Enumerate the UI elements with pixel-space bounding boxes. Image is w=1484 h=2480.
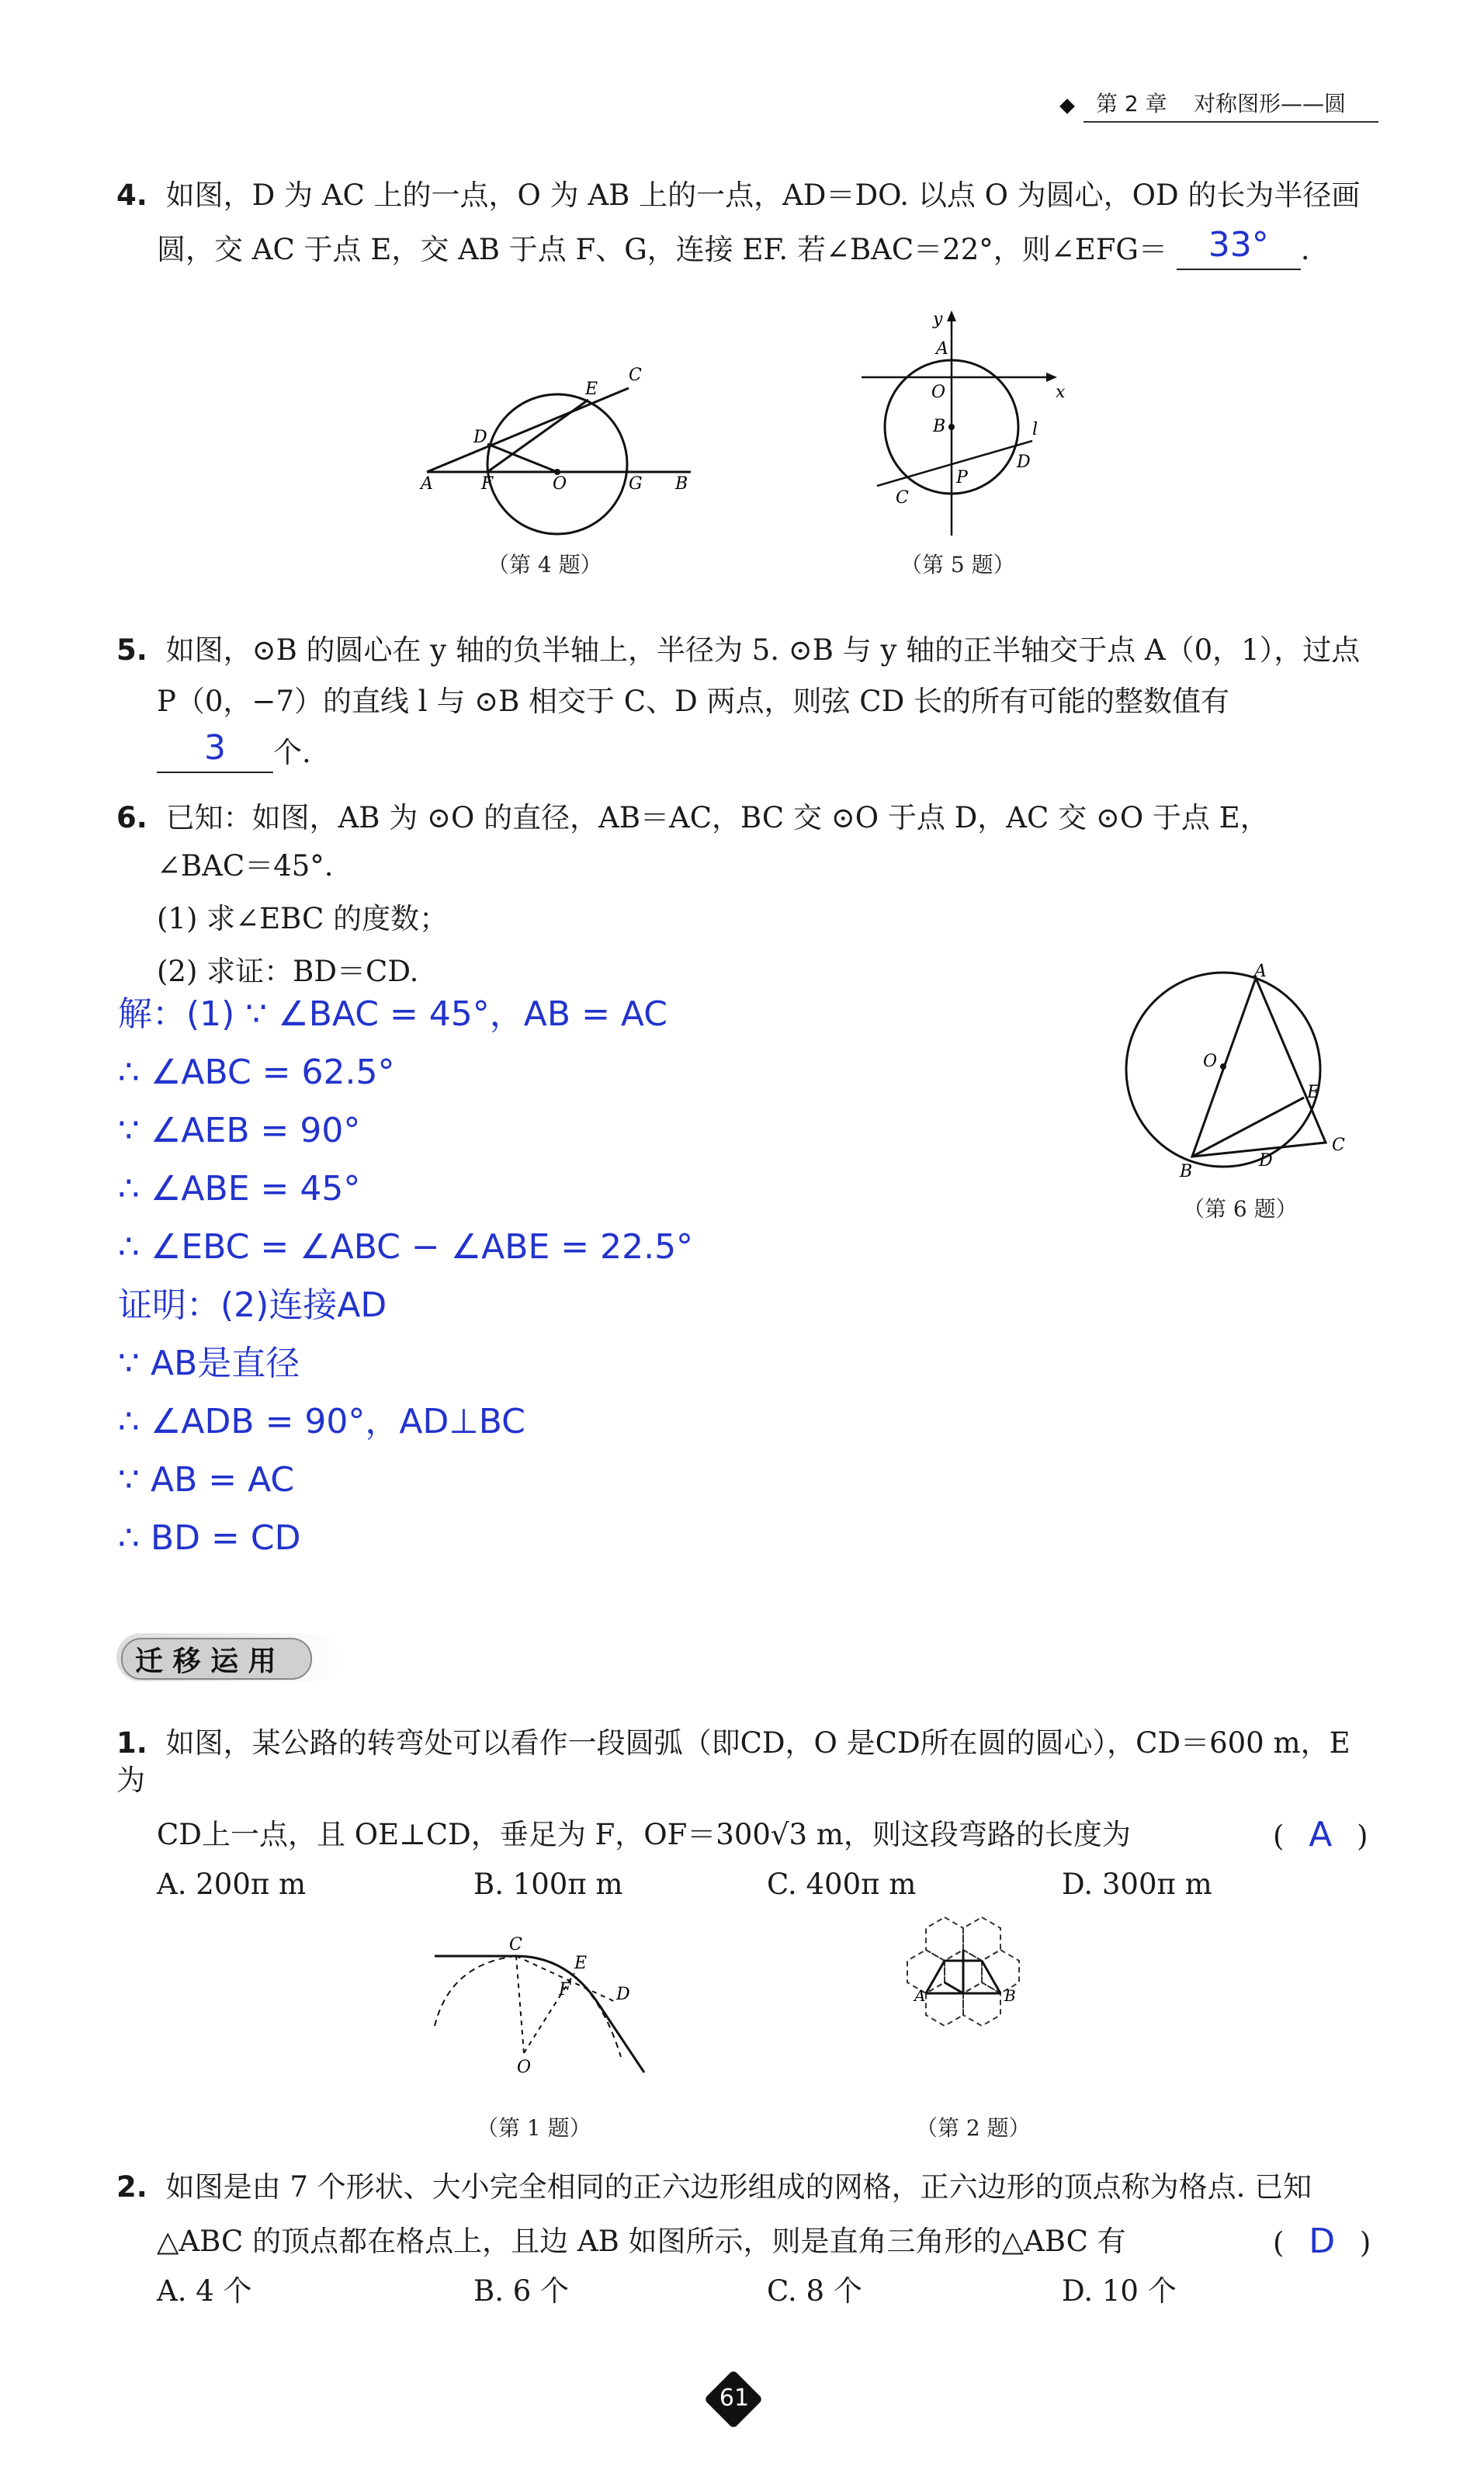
answer-bracket [1273,1816,1368,1855]
solution-line: ∴ ∠EBC = ∠ABC − ∠ABE = 22.5° [118,1227,694,1267]
label-O: O [1203,1052,1218,1071]
chapter-label: 第 2 章 [1096,91,1167,116]
sub-question-1: (1) 求∠EBC 的度数； [157,902,449,935]
question-text: P（0，−7）的直线 l 与 ⊙B 相交于 C、D 两点，则弦 CD 长的所有可能的整数值有 [157,685,1230,718]
solution-line: ∴ ∠ADB = 90°，AD⊥BC [118,1402,525,1441]
label-x: x [1056,383,1066,402]
question-text: 个. [273,736,311,769]
solution-line: ∴ ∠ABC = 62.5° [118,1053,395,1092]
punctuation: . [1300,233,1310,266]
label-B: B [1004,1986,1016,2005]
solution-q6 [118,994,972,1576]
question-text: 如图，某公路的转弯处可以看作一段圆弧（即CD，O 是CD所在圆的圆心），CD＝600 m，E 为 [116,1726,1351,1797]
solution-line: ∵ AB = AC [118,1460,295,1500]
option-d: D. 10 个 [1062,2274,1177,2308]
answer-blank [157,728,273,773]
header-rule [1084,121,1378,123]
road-curve [435,1956,644,2072]
solution-line: 证明：(2)连接AD [118,1285,387,1325]
y-arrow-icon [947,310,956,321]
question-text: 已知：如图，AB 为 ⊙O 的直径，AB＝AC，BC 交 ⊙O 于点 D，AC 交 ⊙O 于点 E， [165,801,1269,834]
caption-t1: （第 1 题） [477,2115,591,2141]
label-O: O [517,2058,532,2077]
question-5 [116,632,1374,773]
label-y: y [933,310,943,329]
solution-line: ∴ ∠ABE = 45° [118,1169,361,1209]
solution-line: ∴ BD = CD [118,1518,301,1558]
option-c: C. 8 个 [767,2274,862,2308]
question-text: △ABC 的顶点都在格点上，且边 AB 如图所示，则是直角三角形的△ABC 有 [157,2225,1126,2258]
caption-t2: （第 2 题） [916,2115,1031,2141]
center-dot [948,424,955,430]
line-ef [487,400,588,472]
label-C: C [509,1935,522,1955]
question-text: ∠BAC＝45°. [157,849,334,883]
question-text: CD上一点，且 OE⊥CD，垂足为 F，OF＝300√3 m，则这段弯路的长度为 [157,1818,1131,1851]
label-G: G [629,474,643,494]
label-F: F [559,1980,571,2000]
solution-line: 解：(1) ∵ ∠BAC = 45°，AB = AC [118,994,667,1034]
label-E: E [574,1954,588,1973]
answer-text: 33° [1208,225,1269,265]
question-text: 圆，交 AC 于点 E，交 AB 于点 F、G，连接 EF. 若∠BAC＝22°，则∠EFG＝ [157,233,1167,266]
label-C: C [1332,1136,1345,1155]
label-B: B [1180,1162,1193,1181]
dashed-circle-left [435,1956,516,2026]
question-number: 2. [116,2170,147,2204]
diamond-icon [1059,99,1075,114]
page-number-badge [703,2369,765,2431]
figure-q6 [1118,963,1366,1188]
label-F: F [481,474,494,494]
figure-t2 [862,1909,1094,2096]
question-4 [116,177,1374,270]
line-l [877,441,1032,486]
option-a: A. 4 个 [157,2274,252,2308]
sub-question-2: (2) 求证：BD＝CD. [157,955,419,988]
bracket-close: ) [1357,1819,1368,1853]
option-b: B. 6 个 [473,2274,570,2308]
bracket-open: ( [1273,1819,1285,1853]
label-A: A [1254,963,1267,981]
option-b: B. 100π m [473,1868,623,1901]
label-B: B [933,417,946,436]
question-text: 如图，⊙B 的圆心在 y 轴的负半轴上，半径为 5. ⊙B 与 y 轴的正半轴交于点 A（0，1），过点 [165,633,1361,667]
section-header [116,1633,349,1681]
solution-line: ∵ ∠AEB = 90° [118,1111,361,1150]
section-title: 迁 移 运 用 [135,1646,276,1677]
question-number: 5. [116,633,147,667]
label-D: D [473,428,487,447]
question-number: 1. [116,1726,147,1760]
question-number: 6. [116,801,147,834]
option-c: C. 400π m [767,1868,917,1901]
question-text: 如图，D 为 AC 上的一点，O 为 AB 上的一点，AD＝DO. 以点 O 为圆心，OD 的长为半径画 [165,179,1361,212]
figure-t1 [419,1925,667,2080]
question-number: 4. [116,179,147,212]
caption-q5: （第 5 题） [900,552,1015,578]
answer-text: 3 [204,728,226,768]
label-D: D [1017,453,1031,472]
caption-q6: （第 6 题） [1183,1196,1298,1222]
label-A: A [936,339,948,359]
line-oc [516,1956,524,2053]
label-P: P [956,468,968,487]
label-l: l [1032,420,1038,439]
option-a: A. 200π m [157,1868,307,1901]
answer-text: D [1309,2222,1336,2261]
label-B: B [675,474,688,494]
label-E: E [585,380,598,399]
label-O: O [931,383,946,402]
label-A: A [421,474,433,494]
label-D: D [1259,1151,1273,1171]
transfer-question-2 [116,2169,1374,2310]
caption-q4: （第 4 题） [487,552,602,578]
bracket-close: ) [1359,2226,1371,2260]
center-dot [1220,1063,1226,1070]
transfer-question-1 [116,1725,1374,1903]
answer-blank [1177,225,1301,270]
bracket-open: ( [1273,2226,1285,2260]
label-C: C [896,488,909,508]
question-text: 如图是由 7 个形状、大小完全相同的正六边形组成的网格，正六边形的顶点称为格点. 已知 [165,2170,1312,2204]
figure-q5 [846,303,1079,551]
option-d: D. 300π m [1062,1868,1212,1901]
solution-line: ∵ AB是直径 [118,1344,300,1383]
x-arrow-icon [1046,373,1057,382]
label-E: E [1307,1083,1320,1102]
label-A: A [914,1986,926,2005]
figure-q4 [404,357,722,559]
label-O: O [553,474,567,494]
page-header [1062,87,1380,121]
label-D: D [616,1985,630,2004]
chapter-title: 对称图形——圆 [1194,91,1347,116]
circle-o [487,394,627,534]
answer-text: A [1309,1815,1333,1854]
label-C: C [629,366,642,385]
answer-bracket [1273,2223,1371,2262]
page-number: 61 [719,2385,750,2412]
